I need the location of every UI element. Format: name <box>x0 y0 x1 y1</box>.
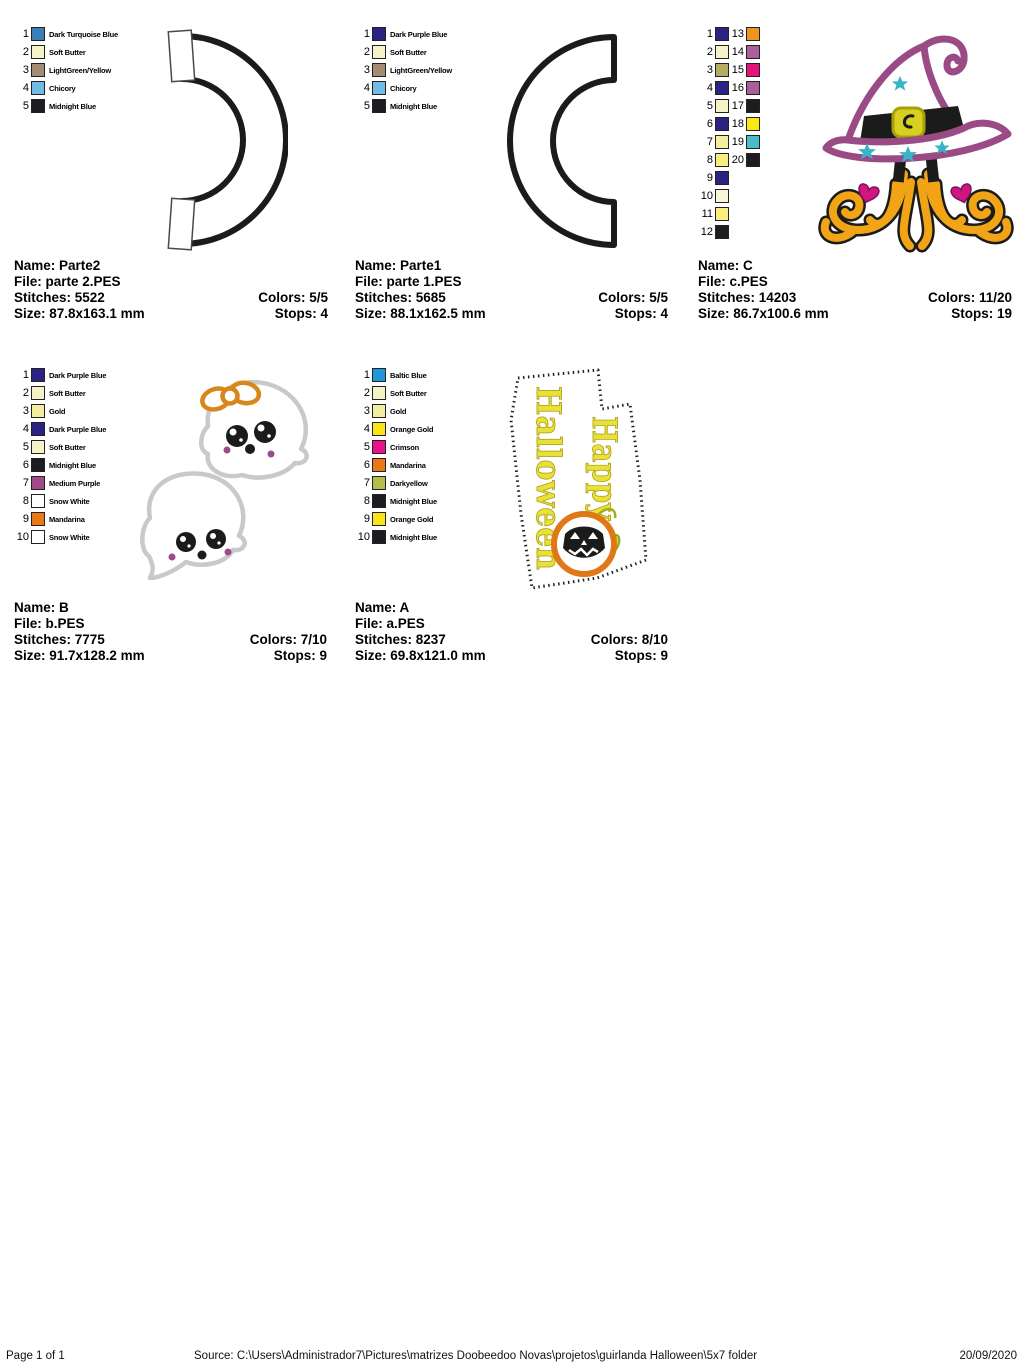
thread-row <box>14 61 118 79</box>
thread-color-swatch <box>715 99 729 113</box>
thread-number: 20 <box>731 154 744 166</box>
design-info-parte2 <box>14 258 328 322</box>
witch-boots <box>825 174 1008 246</box>
thread-number: 4 <box>22 82 29 94</box>
thread-row <box>355 61 452 79</box>
happy-halloween-graphic <box>487 362 667 594</box>
print-date: 20/09/2020 <box>959 1350 1017 1362</box>
thread-color-name: Crimson <box>390 442 420 452</box>
thread-color-swatch <box>372 422 386 436</box>
thread-number: 6 <box>706 118 713 130</box>
thread-row <box>698 79 729 97</box>
thread-row <box>698 61 729 79</box>
thread-number: 10 <box>700 190 713 202</box>
thread-number: 4 <box>363 423 370 435</box>
thread-color-name: Gold <box>390 406 407 416</box>
design-colors: Colors: 5/5 <box>258 290 328 305</box>
thread-row <box>355 25 452 43</box>
thread-color-swatch <box>372 440 386 454</box>
ghosts-graphic <box>122 368 340 593</box>
thread-row <box>698 151 729 169</box>
thread-color-swatch <box>31 81 45 95</box>
thread-color-swatch <box>372 63 386 77</box>
thread-row <box>14 384 106 402</box>
thread-number: 5 <box>22 441 29 453</box>
design-file: File: a.PES <box>355 616 425 631</box>
thread-row <box>14 420 106 438</box>
thread-color-name: Snow White <box>49 496 90 506</box>
thread-row <box>729 25 760 43</box>
design-colors: Colors: 11/20 <box>927 290 1012 305</box>
design-stitches: Stitches: 5685 <box>355 290 446 305</box>
thread-row <box>14 510 106 528</box>
design-preview-b <box>122 368 340 598</box>
thread-color-name: Darkyellow <box>390 478 428 488</box>
witch-hat <box>826 39 1008 159</box>
thread-number: 16 <box>731 82 744 94</box>
design-info-parte1 <box>355 258 668 322</box>
half-ring-right-graphic <box>158 26 288 254</box>
thread-number: 9 <box>22 513 29 525</box>
thread-row <box>729 79 760 97</box>
thread-number: 7 <box>363 477 370 489</box>
thread-number: 3 <box>22 405 29 417</box>
thread-color-name: Orange Gold <box>390 424 434 434</box>
design-name: Name: B <box>14 600 69 615</box>
witch-hat-boots-graphic <box>812 24 1020 256</box>
thread-row <box>698 97 729 115</box>
thread-color-swatch <box>715 189 729 203</box>
thread-color-swatch <box>715 117 729 131</box>
thread-number: 11 <box>701 208 713 220</box>
design-colors: Colors: 5/5 <box>598 290 668 305</box>
thread-color-name: Gold <box>49 406 66 416</box>
ghost-top <box>200 380 307 477</box>
design-preview-c <box>812 24 1020 261</box>
thread-number: 10 <box>357 531 370 543</box>
thread-color-name: Midnight Blue <box>49 460 96 470</box>
thread-row <box>14 456 106 474</box>
thread-number: 1 <box>22 28 29 40</box>
design-stitches: Stitches: 14203 <box>698 290 797 305</box>
thread-row <box>698 43 729 61</box>
ghost-bottom <box>142 473 244 578</box>
thread-color-swatch <box>31 530 45 544</box>
thread-color-name: Chicory <box>49 83 76 93</box>
thread-number: 1 <box>363 28 370 40</box>
thread-color-swatch <box>746 117 760 131</box>
thread-number: 14 <box>731 46 744 58</box>
thread-number: 5 <box>363 441 370 453</box>
thread-number: 7 <box>706 136 713 148</box>
thread-color-name: Dark Purple Blue <box>49 424 107 434</box>
thread-number: 6 <box>363 459 370 471</box>
design-stops: Stops: 4 <box>274 306 328 321</box>
design-size: Size: 88.1x162.5 mm <box>355 306 486 321</box>
thread-color-name: Midnight Blue <box>390 101 437 111</box>
thread-row <box>14 528 106 546</box>
design-file: File: parte 1.PES <box>355 274 462 289</box>
thread-number: 17 <box>731 100 744 112</box>
thread-number: 2 <box>363 387 370 399</box>
thread-number: 5 <box>22 100 29 112</box>
thread-number: 18 <box>731 118 744 130</box>
thread-number: 3 <box>706 64 713 76</box>
thread-row <box>698 133 729 151</box>
thread-color-swatch <box>31 512 45 526</box>
thread-color-swatch <box>31 45 45 59</box>
thread-row <box>355 438 437 456</box>
design-name: Name: Parte1 <box>355 258 442 273</box>
thread-color-name: Baltic Blue <box>390 370 427 380</box>
design-colors: Colors: 7/10 <box>249 632 327 647</box>
thread-number: 10 <box>16 531 29 543</box>
thread-number: 1 <box>706 28 713 40</box>
thread-color-swatch <box>715 45 729 59</box>
thread-number: 19 <box>731 136 744 148</box>
thread-color-swatch <box>372 404 386 418</box>
design-size: Size: 86.7x100.6 mm <box>698 306 829 321</box>
thread-row <box>729 133 760 151</box>
thread-row <box>355 43 452 61</box>
design-colors: Colors: 8/10 <box>590 632 668 647</box>
thread-color-swatch <box>31 494 45 508</box>
svg-text:Halloween: Halloween <box>528 386 568 586</box>
thread-number: 8 <box>706 154 713 166</box>
thread-color-swatch <box>372 27 386 41</box>
thread-number: 4 <box>706 82 713 94</box>
design-file: File: c.PES <box>698 274 768 289</box>
thread-row <box>729 97 760 115</box>
svg-text:Happy: Happy <box>584 416 624 538</box>
thread-color-swatch <box>372 494 386 508</box>
thread-row <box>355 402 437 420</box>
thread-number: 2 <box>706 46 713 58</box>
thread-color-name: Soft Butter <box>390 47 427 57</box>
design-file: File: b.PES <box>14 616 85 631</box>
thread-color-name: LightGreen/Yellow <box>49 65 112 75</box>
thread-color-swatch <box>715 81 729 95</box>
thread-number: 4 <box>363 82 370 94</box>
thread-row <box>355 492 437 510</box>
thread-row <box>14 474 106 492</box>
thread-row <box>14 97 118 115</box>
thread-color-swatch <box>715 225 729 239</box>
source-path: Source: C:\Users\Administrador7\Pictures\matrizes Doobeedoo Novas\projetos\guirlanda Halloween\5x7 folder <box>194 1350 758 1362</box>
thread-number: 8 <box>363 495 370 507</box>
thread-color-swatch <box>746 27 760 41</box>
design-size: Size: 69.8x121.0 mm <box>355 648 486 663</box>
thread-color-swatch <box>31 27 45 41</box>
thread-row <box>355 510 437 528</box>
thread-color-name: Soft Butter <box>49 442 86 452</box>
thread-color-swatch <box>746 135 760 149</box>
thread-number: 2 <box>22 46 29 58</box>
thread-row <box>355 528 437 546</box>
thread-color-name: Chicory <box>390 83 417 93</box>
thread-color-swatch <box>372 512 386 526</box>
thread-list-parte1 <box>355 25 452 115</box>
thread-color-swatch <box>715 207 729 221</box>
thread-color-swatch <box>372 458 386 472</box>
thread-row <box>355 474 437 492</box>
page-footer <box>0 1350 1024 1366</box>
page-number: Page 1 of 1 <box>6 1350 65 1362</box>
thread-color-name: Medium Purple <box>49 478 101 488</box>
thread-row <box>698 187 729 205</box>
thread-row <box>355 456 437 474</box>
thread-number: 1 <box>363 369 370 381</box>
thread-row <box>698 25 729 43</box>
thread-color-swatch <box>31 404 45 418</box>
thread-color-swatch <box>372 368 386 382</box>
thread-color-swatch <box>31 422 45 436</box>
thread-row <box>355 97 452 115</box>
thread-row <box>698 223 729 241</box>
thread-color-swatch <box>746 81 760 95</box>
design-size: Size: 91.7x128.2 mm <box>14 648 145 663</box>
thread-color-swatch <box>31 99 45 113</box>
design-stitches: Stitches: 7775 <box>14 632 105 647</box>
thread-row <box>355 420 437 438</box>
design-name: Name: C <box>698 258 753 273</box>
thread-color-name: Midnight Blue <box>390 496 437 506</box>
thread-color-swatch <box>372 81 386 95</box>
thread-row <box>355 384 437 402</box>
design-stops: Stops: 4 <box>614 306 668 321</box>
thread-number: 6 <box>22 459 29 471</box>
thread-number: 7 <box>22 477 29 489</box>
thread-row <box>729 151 760 169</box>
thread-list-b <box>14 366 106 546</box>
thread-row <box>14 438 106 456</box>
design-stops: Stops: 9 <box>614 648 668 663</box>
thread-color-swatch <box>31 63 45 77</box>
thread-color-swatch <box>715 63 729 77</box>
thread-color-name: Midnight Blue <box>390 532 437 542</box>
thread-color-swatch <box>31 368 45 382</box>
thread-number: 12 <box>700 226 713 238</box>
design-info-c <box>698 258 1012 322</box>
thread-number: 5 <box>363 100 370 112</box>
design-stitches: Stitches: 8237 <box>355 632 446 647</box>
design-info-a <box>355 600 668 664</box>
thread-number: 9 <box>706 172 713 184</box>
thread-color-name: LightGreen/Yellow <box>390 65 453 75</box>
thread-color-swatch <box>31 440 45 454</box>
thread-number: 1 <box>22 369 29 381</box>
thread-number: 3 <box>363 405 370 417</box>
thread-color-swatch <box>715 153 729 167</box>
thread-list-a <box>355 366 437 546</box>
thread-row <box>14 366 106 384</box>
design-name: Name: Parte2 <box>14 258 101 273</box>
design-preview-parte1 <box>502 27 622 260</box>
thread-color-name: Mandarina <box>390 460 426 470</box>
thread-color-swatch <box>372 99 386 113</box>
thread-row <box>14 402 106 420</box>
thread-list-parte2 <box>14 25 118 115</box>
design-preview-a <box>487 362 667 599</box>
thread-number: 3 <box>22 64 29 76</box>
thread-number: 2 <box>22 387 29 399</box>
thread-color-swatch <box>31 386 45 400</box>
thread-color-name: Orange Gold <box>390 514 434 524</box>
thread-row <box>355 366 437 384</box>
thread-row <box>729 115 760 133</box>
thread-color-name: Dark Purple Blue <box>49 370 107 380</box>
design-preview-parte2 <box>158 26 288 259</box>
thread-number: 3 <box>363 64 370 76</box>
thread-color-name: Dark Turquoise Blue <box>49 29 118 39</box>
thread-color-swatch <box>372 386 386 400</box>
thread-number: 9 <box>363 513 370 525</box>
thread-row <box>14 43 118 61</box>
thread-color-swatch <box>715 171 729 185</box>
thread-color-name: Soft Butter <box>49 47 86 57</box>
thread-number: 5 <box>706 100 713 112</box>
thread-row <box>14 25 118 43</box>
thread-color-swatch <box>746 153 760 167</box>
thread-number: 4 <box>22 423 29 435</box>
design-file: File: parte 2.PES <box>14 274 121 289</box>
thread-row <box>729 43 760 61</box>
design-name: Name: A <box>355 600 410 615</box>
design-info-b <box>14 600 327 664</box>
thread-color-swatch <box>746 63 760 77</box>
thread-color-swatch <box>31 476 45 490</box>
thread-color-swatch <box>715 135 729 149</box>
thread-color-swatch <box>372 476 386 490</box>
thread-row <box>355 79 452 97</box>
thread-color-swatch <box>746 45 760 59</box>
thread-color-name: Snow White <box>49 532 90 542</box>
thread-color-swatch <box>31 458 45 472</box>
thread-row <box>14 79 118 97</box>
thread-number: 8 <box>22 495 29 507</box>
thread-color-name: Mandarina <box>49 514 85 524</box>
thread-color-name: Dark Purple Blue <box>390 29 448 39</box>
design-size: Size: 87.8x163.1 mm <box>14 306 145 321</box>
design-stitches: Stitches: 5522 <box>14 290 105 305</box>
thread-color-name: Midnight Blue <box>49 101 96 111</box>
thread-color-name: Soft Butter <box>390 388 427 398</box>
design-stops: Stops: 9 <box>273 648 327 663</box>
thread-color-swatch <box>372 45 386 59</box>
thread-number: 13 <box>731 28 744 40</box>
thread-row <box>698 205 729 223</box>
thread-color-swatch <box>372 530 386 544</box>
half-ring-left-graphic <box>502 27 622 255</box>
thread-list-c <box>698 25 760 241</box>
thread-color-name: Soft Butter <box>49 388 86 398</box>
thread-color-swatch <box>715 27 729 41</box>
design-stops: Stops: 19 <box>951 306 1012 321</box>
thread-number: 2 <box>363 46 370 58</box>
thread-row <box>729 61 760 79</box>
thread-row <box>14 492 106 510</box>
thread-number: 15 <box>731 64 744 76</box>
thread-row <box>698 115 729 133</box>
thread-row <box>698 169 729 187</box>
thread-color-swatch <box>746 99 760 113</box>
